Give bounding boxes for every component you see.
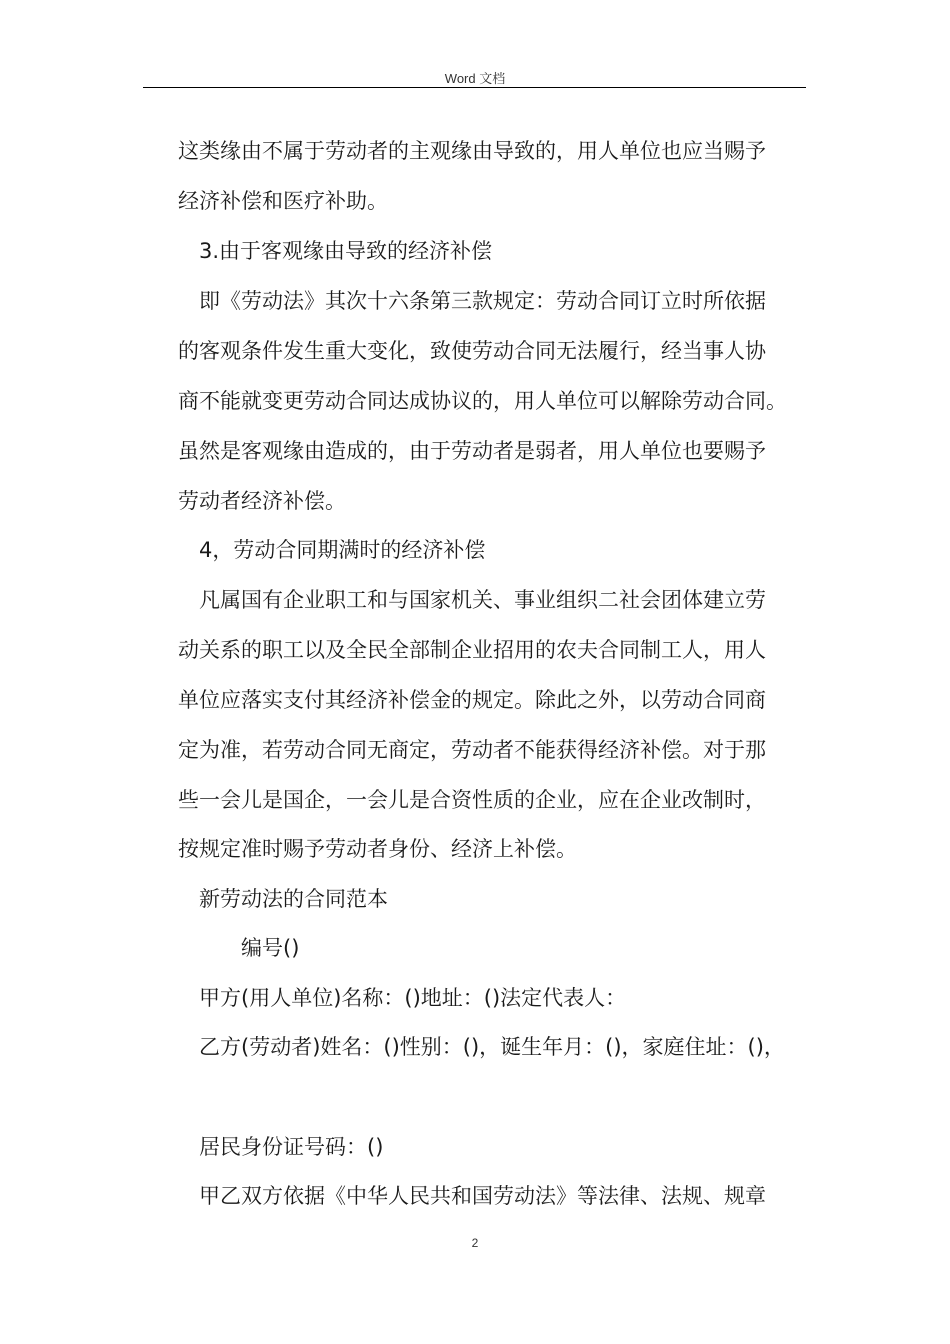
body-line: 动关系的职工以及全民全部制企业招用的农夫合同制工人，用人 (178, 638, 766, 662)
header-title: Word 文档 (444, 71, 506, 86)
body-line: 经济补偿和医疗补助。 (178, 189, 388, 213)
body-line: 虽然是客观缘由造成的，由于劳动者是弱者，用人单位也要赐予 (178, 439, 766, 463)
page-number: 2 (471, 1236, 479, 1250)
header-divider (143, 87, 806, 88)
body-line: 些一会儿是国企，一会儿是合资性质的企业，应在企业改制时， (178, 788, 766, 812)
body-line: 甲乙双方依据《中华人民共和国劳动法》等法律、法规、规章 (199, 1184, 766, 1208)
body-line: 即《劳动法》其次十六条第三款规定：劳动合同订立时所依据 (199, 289, 766, 313)
body-line: 这类缘由不属于劳动者的主观缘由导致的，用人单位也应当赐予 (178, 139, 766, 163)
body-line: 的客观条件发生重大变化，致使劳动合同无法履行，经当事人协 (178, 339, 766, 363)
section-heading: 4，劳动合同期满时的经济补偿 (199, 538, 486, 562)
body-line: 按规定准时赐予劳动者身份、经济上补偿。 (178, 837, 577, 861)
contract-number: 编号() (241, 936, 300, 960)
body-line: 劳动者经济补偿。 (178, 489, 346, 513)
body-line: 单位应落实支付其经济补偿金的规定。除此之外，以劳动合同商 (178, 688, 766, 712)
party-b-info: 乙方(劳动者)姓名：()性别：()，诞生年月：()，家庭住址：()， (199, 1035, 785, 1059)
body-line: 商不能就变更劳动合同达成协议的，用人单位可以解除劳动合同。 (178, 389, 787, 413)
section-heading: 3.由于客观缘由导致的经济补偿 (199, 239, 493, 263)
body-line: 定为准，若劳动合同无商定，劳动者不能获得经济补偿。对于那 (178, 738, 766, 762)
body-line: 凡属国有企业职工和与国家机关、事业组织二社会团体建立劳 (199, 588, 766, 612)
id-number-line: 居民身份证号码：() (199, 1135, 384, 1159)
contract-title: 新劳动法的合同范本 (199, 887, 388, 911)
party-a-info: 甲方(用人单位)名称：()地址：()法定代表人： (199, 986, 627, 1010)
